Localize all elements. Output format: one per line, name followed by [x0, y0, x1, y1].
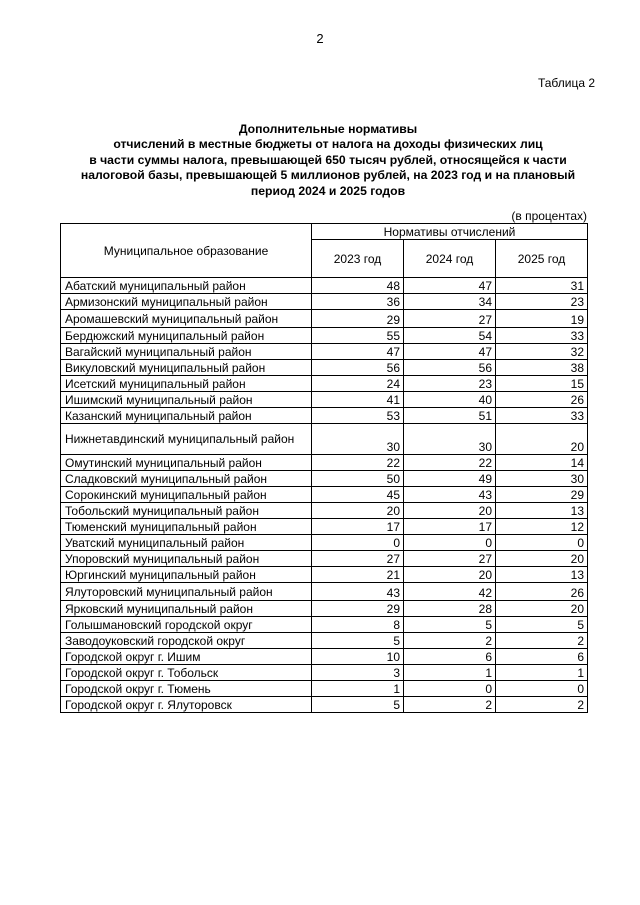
norm-value-2025: 26 — [496, 392, 588, 408]
norm-value-2024: 56 — [404, 360, 496, 376]
municipality-name: Ялуторовский муниципальный район — [61, 583, 312, 601]
norm-value-2025: 33 — [496, 408, 588, 424]
document-title — [60, 122, 596, 199]
table-row — [61, 697, 588, 713]
table-row — [61, 344, 588, 360]
table-row — [61, 376, 588, 392]
municipality-name: Заводоуковский городской округ — [61, 633, 312, 649]
table-body — [61, 278, 588, 713]
norm-value-2023: 50 — [312, 471, 404, 487]
norm-value-2024: 49 — [404, 471, 496, 487]
norm-value-2025: 33 — [496, 328, 588, 344]
norm-value-2025: 2 — [496, 697, 588, 713]
norm-value-2025: 1 — [496, 665, 588, 681]
norm-value-2023: 1 — [312, 681, 404, 697]
norm-value-2023: 53 — [312, 408, 404, 424]
municipality-name: Викуловский муниципальный район — [61, 360, 312, 376]
municipality-name: Городской округ г. Тюмень — [61, 681, 312, 697]
norm-value-2024: 27 — [404, 310, 496, 328]
municipality-name: Тюменский муниципальный район — [61, 519, 312, 535]
norm-value-2024: 34 — [404, 294, 496, 310]
norm-value-2023: 41 — [312, 392, 404, 408]
municipality-name: Сорокинский муниципальный район — [61, 487, 312, 503]
norm-value-2023: 29 — [312, 601, 404, 617]
table-row — [61, 535, 588, 551]
municipality-name: Бердюжский муниципальный район — [61, 328, 312, 344]
norm-value-2024: 42 — [404, 583, 496, 601]
norms-table — [60, 223, 588, 713]
table-row — [61, 392, 588, 408]
norm-value-2024: 20 — [404, 503, 496, 519]
municipality-name: Абатский муниципальный район — [61, 278, 312, 294]
table-caption: Таблица 2 — [537, 76, 595, 90]
table-row — [61, 567, 588, 583]
norm-value-2023: 21 — [312, 567, 404, 583]
norm-value-2024: 5 — [404, 617, 496, 633]
column-group-header: Нормативы отчислений — [312, 224, 588, 240]
norm-value-2025: 26 — [496, 583, 588, 601]
norm-value-2025: 5 — [496, 617, 588, 633]
norm-value-2024: 22 — [404, 455, 496, 471]
municipality-name: Казанский муниципальный район — [61, 408, 312, 424]
title-line: отчислений в местные бюджеты от налога на доходы физических лиц — [113, 137, 543, 152]
table-row — [61, 551, 588, 567]
table-row — [61, 583, 588, 601]
table-row — [61, 633, 588, 649]
norm-value-2024: 54 — [404, 328, 496, 344]
municipality-name: Уватский муниципальный район — [61, 535, 312, 551]
column-header-municipality: Муниципальное образование — [61, 224, 312, 278]
norm-value-2024: 51 — [404, 408, 496, 424]
municipality-name: Вагайский муниципальный район — [61, 344, 312, 360]
table-row — [61, 649, 588, 665]
norm-value-2023: 10 — [312, 649, 404, 665]
norm-value-2023: 24 — [312, 376, 404, 392]
title-line: период 2024 и 2025 годов — [250, 183, 406, 198]
table-row — [61, 455, 588, 471]
norm-value-2024: 43 — [404, 487, 496, 503]
norm-value-2024: 0 — [404, 535, 496, 551]
column-header-2023: 2023 год — [312, 240, 404, 278]
table-row — [61, 278, 588, 294]
norm-value-2023: 30 — [312, 424, 404, 455]
norm-value-2023: 36 — [312, 294, 404, 310]
norm-value-2025: 0 — [496, 681, 588, 697]
norm-value-2025: 12 — [496, 519, 588, 535]
norm-value-2023: 43 — [312, 583, 404, 601]
norm-value-2024: 47 — [404, 278, 496, 294]
norm-value-2025: 13 — [496, 567, 588, 583]
norm-value-2025: 20 — [496, 551, 588, 567]
municipality-name: Тобольский муниципальный район — [61, 503, 312, 519]
norm-value-2025: 38 — [496, 360, 588, 376]
municipality-name: Армизонский муниципальный район — [61, 294, 312, 310]
municipality-name: Сладковский муниципальный район — [61, 471, 312, 487]
norm-value-2025: 23 — [496, 294, 588, 310]
table-row — [61, 408, 588, 424]
municipality-name: Ярковский муниципальный район — [61, 601, 312, 617]
norm-value-2025: 0 — [496, 535, 588, 551]
municipality-name: Нижнетавдинский муниципальный район — [61, 424, 312, 455]
municipality-name: Городской округ г. Тобольск — [61, 665, 312, 681]
municipality-name: Аромашевский муниципальный район — [61, 310, 312, 328]
table-row — [61, 360, 588, 376]
norm-value-2025: 32 — [496, 344, 588, 360]
norm-value-2024: 47 — [404, 344, 496, 360]
norm-value-2024: 28 — [404, 601, 496, 617]
norm-value-2023: 3 — [312, 665, 404, 681]
table-row — [61, 294, 588, 310]
table-row — [61, 487, 588, 503]
norm-value-2023: 45 — [312, 487, 404, 503]
norm-value-2023: 17 — [312, 519, 404, 535]
municipality-name: Упоровский муниципальный район — [61, 551, 312, 567]
norm-value-2025: 2 — [496, 633, 588, 649]
table-row — [61, 681, 588, 697]
norm-value-2023: 29 — [312, 310, 404, 328]
norm-value-2024: 6 — [404, 649, 496, 665]
norm-value-2025: 31 — [496, 278, 588, 294]
norm-value-2025: 14 — [496, 455, 588, 471]
norm-value-2023: 56 — [312, 360, 404, 376]
norm-value-2024: 17 — [404, 519, 496, 535]
norm-value-2025: 19 — [496, 310, 588, 328]
norm-value-2024: 23 — [404, 376, 496, 392]
norm-value-2023: 20 — [312, 503, 404, 519]
norm-value-2023: 5 — [312, 633, 404, 649]
table-row — [61, 328, 588, 344]
municipality-name: Исетский муниципальный район — [61, 376, 312, 392]
municipality-name: Голышмановский городской округ — [61, 617, 312, 633]
norm-value-2025: 13 — [496, 503, 588, 519]
norm-value-2023: 47 — [312, 344, 404, 360]
norm-value-2025: 6 — [496, 649, 588, 665]
table-row — [61, 310, 588, 328]
unit-note: (в процентах) — [511, 209, 587, 223]
title-line: Дополнительные нормативы — [238, 122, 418, 136]
table-row — [61, 665, 588, 681]
norm-value-2023: 55 — [312, 328, 404, 344]
norm-value-2025: 15 — [496, 376, 588, 392]
table-row — [61, 471, 588, 487]
norm-value-2025: 20 — [496, 424, 588, 455]
norm-value-2025: 20 — [496, 601, 588, 617]
norm-value-2024: 20 — [404, 567, 496, 583]
municipality-name: Омутинский муниципальный район — [61, 455, 312, 471]
municipality-name: Городской округ г. Ялуторовск — [61, 697, 312, 713]
table-row — [61, 424, 588, 455]
table-row — [61, 601, 588, 617]
norm-value-2024: 0 — [404, 681, 496, 697]
norm-value-2025: 29 — [496, 487, 588, 503]
norm-value-2024: 27 — [404, 551, 496, 567]
municipality-name: Ишимский муниципальный район — [61, 392, 312, 408]
column-header-2025: 2025 год — [496, 240, 588, 278]
norm-value-2024: 1 — [404, 665, 496, 681]
column-header-2024: 2024 год — [404, 240, 496, 278]
title-line: налоговой базы, превышающей 5 миллионов рублей, на 2023 год и на плановый — [80, 168, 576, 183]
title-line: в части суммы налога, превышающей 650 тысяч рублей, относящейся к части — [89, 152, 567, 167]
table-row — [61, 617, 588, 633]
norm-value-2023: 8 — [312, 617, 404, 633]
norm-value-2024: 2 — [404, 697, 496, 713]
norm-value-2024: 30 — [404, 424, 496, 455]
norm-value-2023: 27 — [312, 551, 404, 567]
page-number: 2 — [316, 31, 324, 46]
norm-value-2025: 30 — [496, 471, 588, 487]
table-row — [61, 503, 588, 519]
norm-value-2023: 48 — [312, 278, 404, 294]
table-row — [61, 519, 588, 535]
norm-value-2024: 2 — [404, 633, 496, 649]
norm-value-2024: 40 — [404, 392, 496, 408]
norm-value-2023: 22 — [312, 455, 404, 471]
norm-value-2023: 0 — [312, 535, 404, 551]
municipality-name: Городской округ г. Ишим — [61, 649, 312, 665]
norm-value-2023: 5 — [312, 697, 404, 713]
municipality-name: Юргинский муниципальный район — [61, 567, 312, 583]
